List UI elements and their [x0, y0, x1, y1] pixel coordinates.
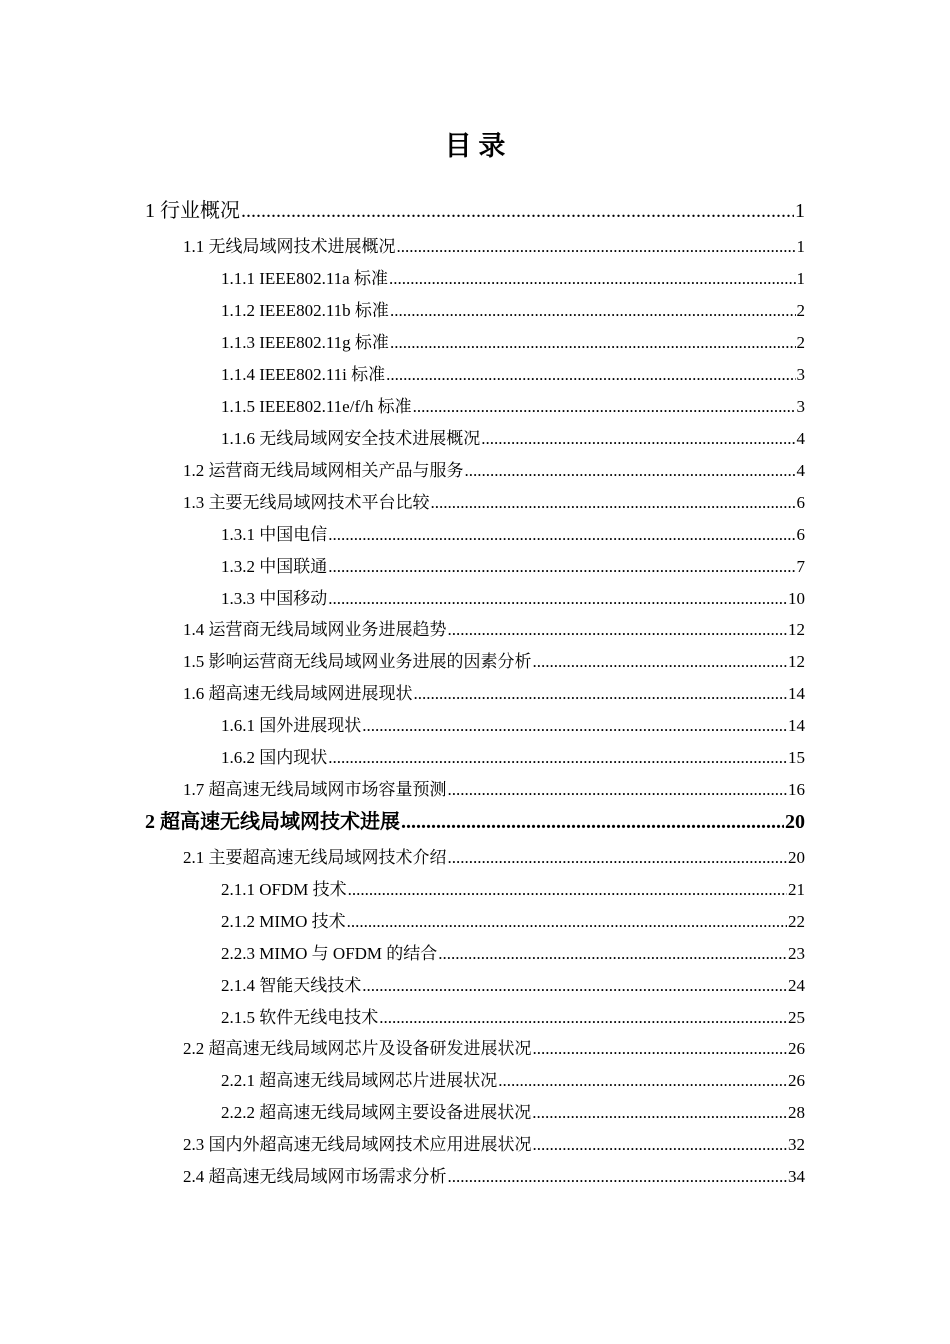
toc-entry-page-number: 4	[796, 429, 805, 448]
toc-dot-leader	[498, 1066, 787, 1096]
toc-entry-label: 2.1.4 智能天线技术	[221, 976, 362, 995]
toc-dot-leader	[328, 552, 795, 582]
toc-entry-page-number: 20	[788, 848, 805, 867]
toc-entry[interactable]	[183, 488, 805, 518]
toc-entry-label: 2.4 超高速无线局域网市场需求分析	[183, 1167, 447, 1186]
toc-dot-leader	[533, 647, 788, 677]
toc-entry[interactable]	[183, 615, 805, 645]
toc-entry[interactable]	[145, 807, 805, 837]
toc-entry-page-number: 21	[788, 880, 805, 899]
toc-entry-page-number: 2	[796, 301, 805, 320]
toc-entry-label: 2.2.2 超高速无线局域网主要设备进展状况	[221, 1103, 532, 1122]
toc-dot-leader	[390, 328, 796, 358]
toc-entry-page-number: 32	[788, 1135, 805, 1154]
toc-entry-page-number: 4	[796, 461, 805, 480]
toc-entry-label: 2 超高速无线局域网技术进展	[145, 811, 400, 833]
toc-dot-leader	[401, 807, 784, 837]
toc-entry[interactable]	[183, 647, 805, 677]
toc-entry-page-number: 14	[788, 684, 805, 703]
toc-entry-label: 1.6.1 国外进展现状	[221, 716, 362, 735]
toc-entry-label: 1.1.6 无线局域网安全技术进展概况	[221, 429, 481, 448]
toc-entry-label: 2.3 国内外超高速无线局域网技术应用进展状况	[183, 1135, 532, 1154]
toc-entry[interactable]	[183, 775, 805, 805]
toc-entry[interactable]	[221, 552, 805, 582]
toc-dot-leader	[241, 196, 794, 226]
toc-entry-page-number: 22	[788, 912, 805, 931]
toc-entry-label: 2.1 主要超高速无线局域网技术介绍	[183, 848, 447, 867]
toc-entry[interactable]	[221, 584, 805, 614]
toc-entry-page-number: 24	[788, 976, 805, 995]
toc-entry[interactable]	[221, 520, 805, 550]
toc-entry-label: 1.1.3 IEEE802.11g 标准	[221, 333, 389, 352]
toc-entry-page-number: 1	[796, 269, 805, 288]
toc-entry[interactable]	[221, 1003, 805, 1033]
toc-entry-label: 1.3.3 中国移动	[221, 589, 328, 608]
toc-dot-leader	[414, 679, 788, 709]
toc-dot-leader	[448, 843, 788, 873]
toc-entry[interactable]	[221, 392, 805, 422]
toc-dot-leader	[431, 488, 796, 518]
toc-entry-label: 1.3.2 中国联通	[221, 557, 328, 576]
toc-dot-leader	[348, 875, 787, 905]
toc-entry[interactable]	[221, 264, 805, 294]
toc-entry-label: 1.7 超高速无线局域网市场容量预测	[183, 780, 447, 799]
toc-dot-leader	[328, 584, 787, 614]
toc-entry-page-number: 26	[788, 1039, 805, 1058]
toc-entry[interactable]	[183, 232, 805, 262]
toc-dot-leader	[347, 907, 787, 937]
toc-entry-label: 1.4 运营商无线局域网业务进展趋势	[183, 620, 447, 639]
toc-entry-label: 2.1.2 MIMO 技术	[221, 912, 346, 931]
toc-entry-label: 1 行业概况	[145, 200, 240, 222]
toc-entry-label: 1.1.1 IEEE802.11a 标准	[221, 269, 388, 288]
toc-dot-leader	[465, 456, 796, 486]
toc-entry[interactable]	[183, 1162, 805, 1192]
toc-entry-page-number: 10	[788, 589, 805, 608]
toc-entry-label: 1.6.2 国内现状	[221, 748, 328, 767]
toc-entry[interactable]	[221, 1066, 805, 1096]
toc-entry-page-number: 12	[788, 652, 805, 671]
toc-entry[interactable]	[221, 743, 805, 773]
toc-entry-page-number: 3	[796, 397, 805, 416]
toc-dot-leader	[533, 1034, 788, 1064]
toc-dot-leader	[448, 1162, 788, 1192]
toc-entry[interactable]	[221, 360, 805, 390]
toc-entry-page-number: 26	[788, 1071, 805, 1090]
toc-entry-label: 1.1.4 IEEE802.11i 标准	[221, 365, 386, 384]
toc-dot-leader	[438, 939, 787, 969]
toc-entry-page-number: 20	[785, 811, 805, 833]
toc-entry[interactable]	[183, 456, 805, 486]
toc-entry-label: 2.1.1 OFDM 技术	[221, 880, 347, 899]
toc-entry[interactable]	[183, 1130, 805, 1160]
toc-entry[interactable]	[145, 196, 805, 226]
toc-dot-leader	[386, 360, 795, 390]
toc-dot-leader	[328, 520, 795, 550]
toc-entry-label: 1.1.5 IEEE802.11e/f/h 标准	[221, 397, 412, 416]
toc-entry[interactable]	[183, 679, 805, 709]
toc-entry[interactable]	[221, 971, 805, 1001]
toc-entry-page-number: 28	[788, 1103, 805, 1122]
toc-entry-page-number: 2	[796, 333, 805, 352]
toc-dot-leader	[362, 711, 787, 741]
toc-dot-leader	[413, 392, 796, 422]
toc-entry-page-number: 7	[796, 557, 805, 576]
toc-entry-page-number: 1	[795, 200, 805, 222]
toc-entry[interactable]	[221, 328, 805, 358]
toc-entry-label: 1.3.1 中国电信	[221, 525, 328, 544]
toc-entry-page-number: 34	[788, 1167, 805, 1186]
toc-entry-label: 1.5 影响运营商无线局域网业务进展的因素分析	[183, 652, 532, 671]
toc-entry-page-number: 25	[788, 1008, 805, 1027]
toc-entry-label: 2.2.1 超高速无线局域网芯片进展状况	[221, 1071, 498, 1090]
toc-dot-leader	[328, 743, 787, 773]
toc-entry-page-number: 14	[788, 716, 805, 735]
toc-entry-label: 1.1.2 IEEE802.11b 标准	[221, 301, 389, 320]
toc-entry-label: 2.1.5 软件无线电技术	[221, 1008, 379, 1027]
toc-entry-label: 1.2 运营商无线局域网相关产品与服务	[183, 461, 464, 480]
toc-dot-leader	[379, 1003, 787, 1033]
toc-entry-page-number: 15	[788, 748, 805, 767]
toc-entry-page-number: 1	[796, 237, 805, 256]
toc-title: 目 录	[444, 131, 506, 161]
toc-entry-label: 1.3 主要无线局域网技术平台比较	[183, 493, 430, 512]
toc-entry[interactable]	[183, 843, 805, 873]
toc-entry[interactable]	[221, 875, 805, 905]
toc-dot-leader	[532, 1098, 787, 1128]
toc-entry[interactable]	[221, 424, 805, 454]
toc-dot-leader	[448, 615, 788, 645]
toc-entry-page-number: 6	[796, 493, 805, 512]
toc-dot-leader	[390, 296, 796, 326]
toc-entry-label: 2.2.3 MIMO 与 OFDM 的结合	[221, 944, 438, 963]
toc-entry-page-number: 23	[788, 944, 805, 963]
toc-entry-page-number: 16	[788, 780, 805, 799]
toc-entry-page-number: 6	[796, 525, 805, 544]
toc-entry-label: 1.1 无线局域网技术进展概况	[183, 237, 396, 256]
toc-dot-leader	[397, 232, 796, 262]
toc-entry-label: 2.2 超高速无线局域网芯片及设备研发进展状况	[183, 1039, 532, 1058]
toc-dot-leader	[533, 1130, 788, 1160]
toc-entry[interactable]	[221, 939, 805, 969]
toc-entry[interactable]	[221, 711, 805, 741]
toc-entry[interactable]	[221, 296, 805, 326]
toc-entry-page-number: 3	[796, 365, 805, 384]
toc-entry-page-number: 12	[788, 620, 805, 639]
toc-entry[interactable]	[221, 907, 805, 937]
toc-dot-leader	[448, 775, 788, 805]
toc-entry[interactable]	[221, 1098, 805, 1128]
toc-entry[interactable]	[183, 1034, 805, 1064]
toc-dot-leader	[389, 264, 796, 294]
toc-dot-leader	[362, 971, 787, 1001]
toc-entry-label: 1.6 超高速无线局域网进展现状	[183, 684, 413, 703]
toc-dot-leader	[481, 424, 795, 454]
